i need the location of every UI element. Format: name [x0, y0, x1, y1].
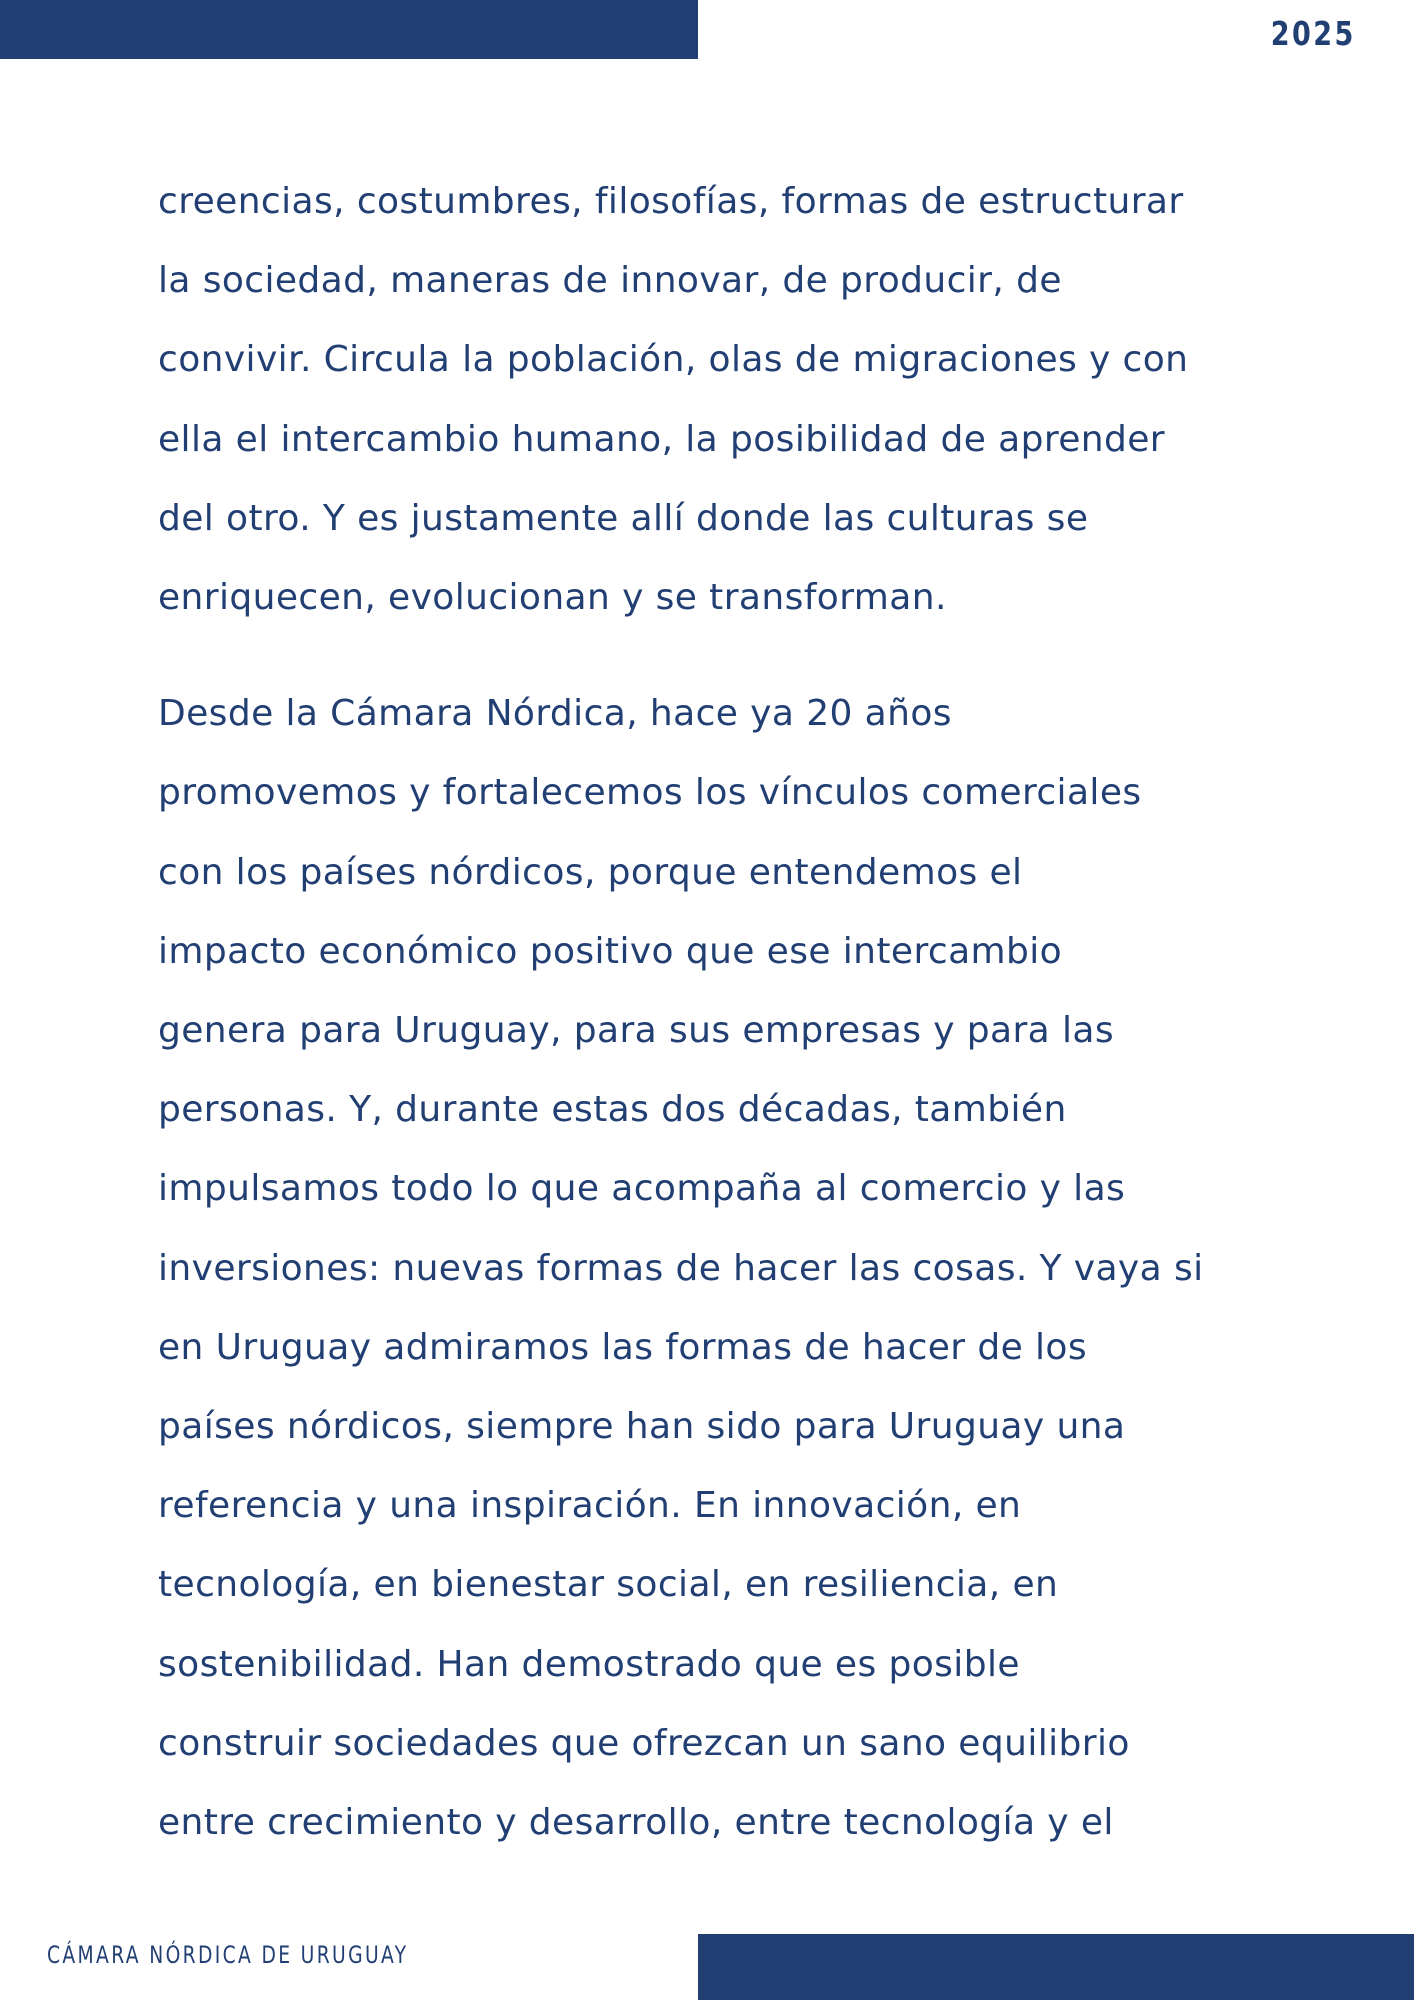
- body-text: [158, 162, 1258, 1862]
- paragraph-1: creencias, costumbres, filosofías, formas de estructurar la sociedad, maneras de innovar, de producir, de convivir. Circula la población, olas de migraciones y con ella el intercambio humano, la posibilidad de aprender del otro. Y es justamente allí donde las culturas se enriquecen, evolucionan y se transforman.: [158, 181, 1189, 619]
- footer-accent-bar: [698, 1934, 1414, 2000]
- page-year: 2025: [1270, 14, 1356, 53]
- header-accent-bar: [0, 0, 698, 59]
- footer-organization-name: CÁMARA NÓRDICA DE URUGUAY: [47, 1941, 409, 1969]
- paragraph-2: Desde la Cámara Nórdica, hace ya 20 años promovemos y fortalecemos los vínculos comerciales con los países nórdicos, porque entendemos el impacto económico positivo que ese intercambio genera para Uruguay, para sus empresas y para las personas. Y, durante estas dos décadas, también impulsamos todo lo que acompaña al comercio y las inversiones: nuevas formas de hacer las cosas. Y vaya si en Uruguay admiramos las formas de hacer de los países nórdicos, siempre han sido para Uruguay una referencia y una inspiración. En innovación, en tecnología, en bienestar social, en resiliencia, en sostenibilidad. Han demostrado que es posible construir sociedades que ofrezcan un sano equilibrio entre crecimiento y desarrollo, entre tecnología y el: [158, 693, 1204, 1844]
